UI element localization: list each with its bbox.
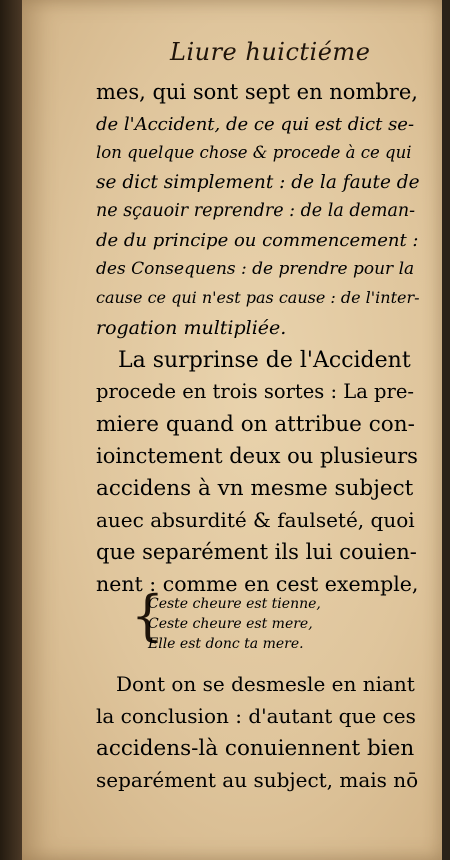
body-line: que separément ils lui couien- (96, 540, 417, 564)
body-line: nent : comme en cest exemple, (96, 572, 419, 596)
running-title: Liure huictiéme (170, 38, 371, 66)
verse-line: Ceste cheure est mere, (148, 616, 313, 632)
body-line: lon quelque chose & procede à ce qui (96, 143, 412, 162)
body-line: se dict simplement : de la faute de (96, 172, 420, 193)
body-line: accidens à vn mesme subject (96, 476, 414, 501)
body-line: rogation multipliée. (96, 317, 287, 339)
paragraph-start: La surprinse de l'Accident (118, 348, 411, 373)
body-line: auec absurdité & faulseté, quoi (96, 508, 415, 532)
book-spine-shadow (0, 0, 22, 860)
verse-line: Elle est donc ta mere. (148, 636, 304, 652)
body-line: de du principe ou commencement : (96, 230, 419, 251)
body-line: separément au subject, mais nō (96, 768, 419, 792)
body-line: ne sçauoir reprendre : de la deman- (96, 201, 416, 221)
body-line: ioinctement deux ou plusieurs (96, 444, 418, 468)
body-line: de l'Accident, de ce qui est dict se- (96, 114, 415, 135)
verse-brace: { (131, 584, 165, 648)
body-line: la conclusion : d'autant que ces (96, 704, 416, 728)
body-line: cause ce qui n'est pas cause : de l'inter- (96, 288, 420, 307)
body-line: accidens-là conuiennent bien (96, 736, 415, 761)
verse-line: Ceste cheure est tienne, (148, 596, 321, 612)
body-line: procede en trois sortes : La pre- (96, 380, 414, 403)
body-line: des Consequens : de prendre pour la (96, 259, 415, 279)
body-line: miere quand on attribue con- (96, 412, 415, 437)
paragraph-start: Dont on se desmesle en niant (116, 672, 415, 696)
body-line: mes, qui sont sept en nombre, (96, 80, 418, 104)
